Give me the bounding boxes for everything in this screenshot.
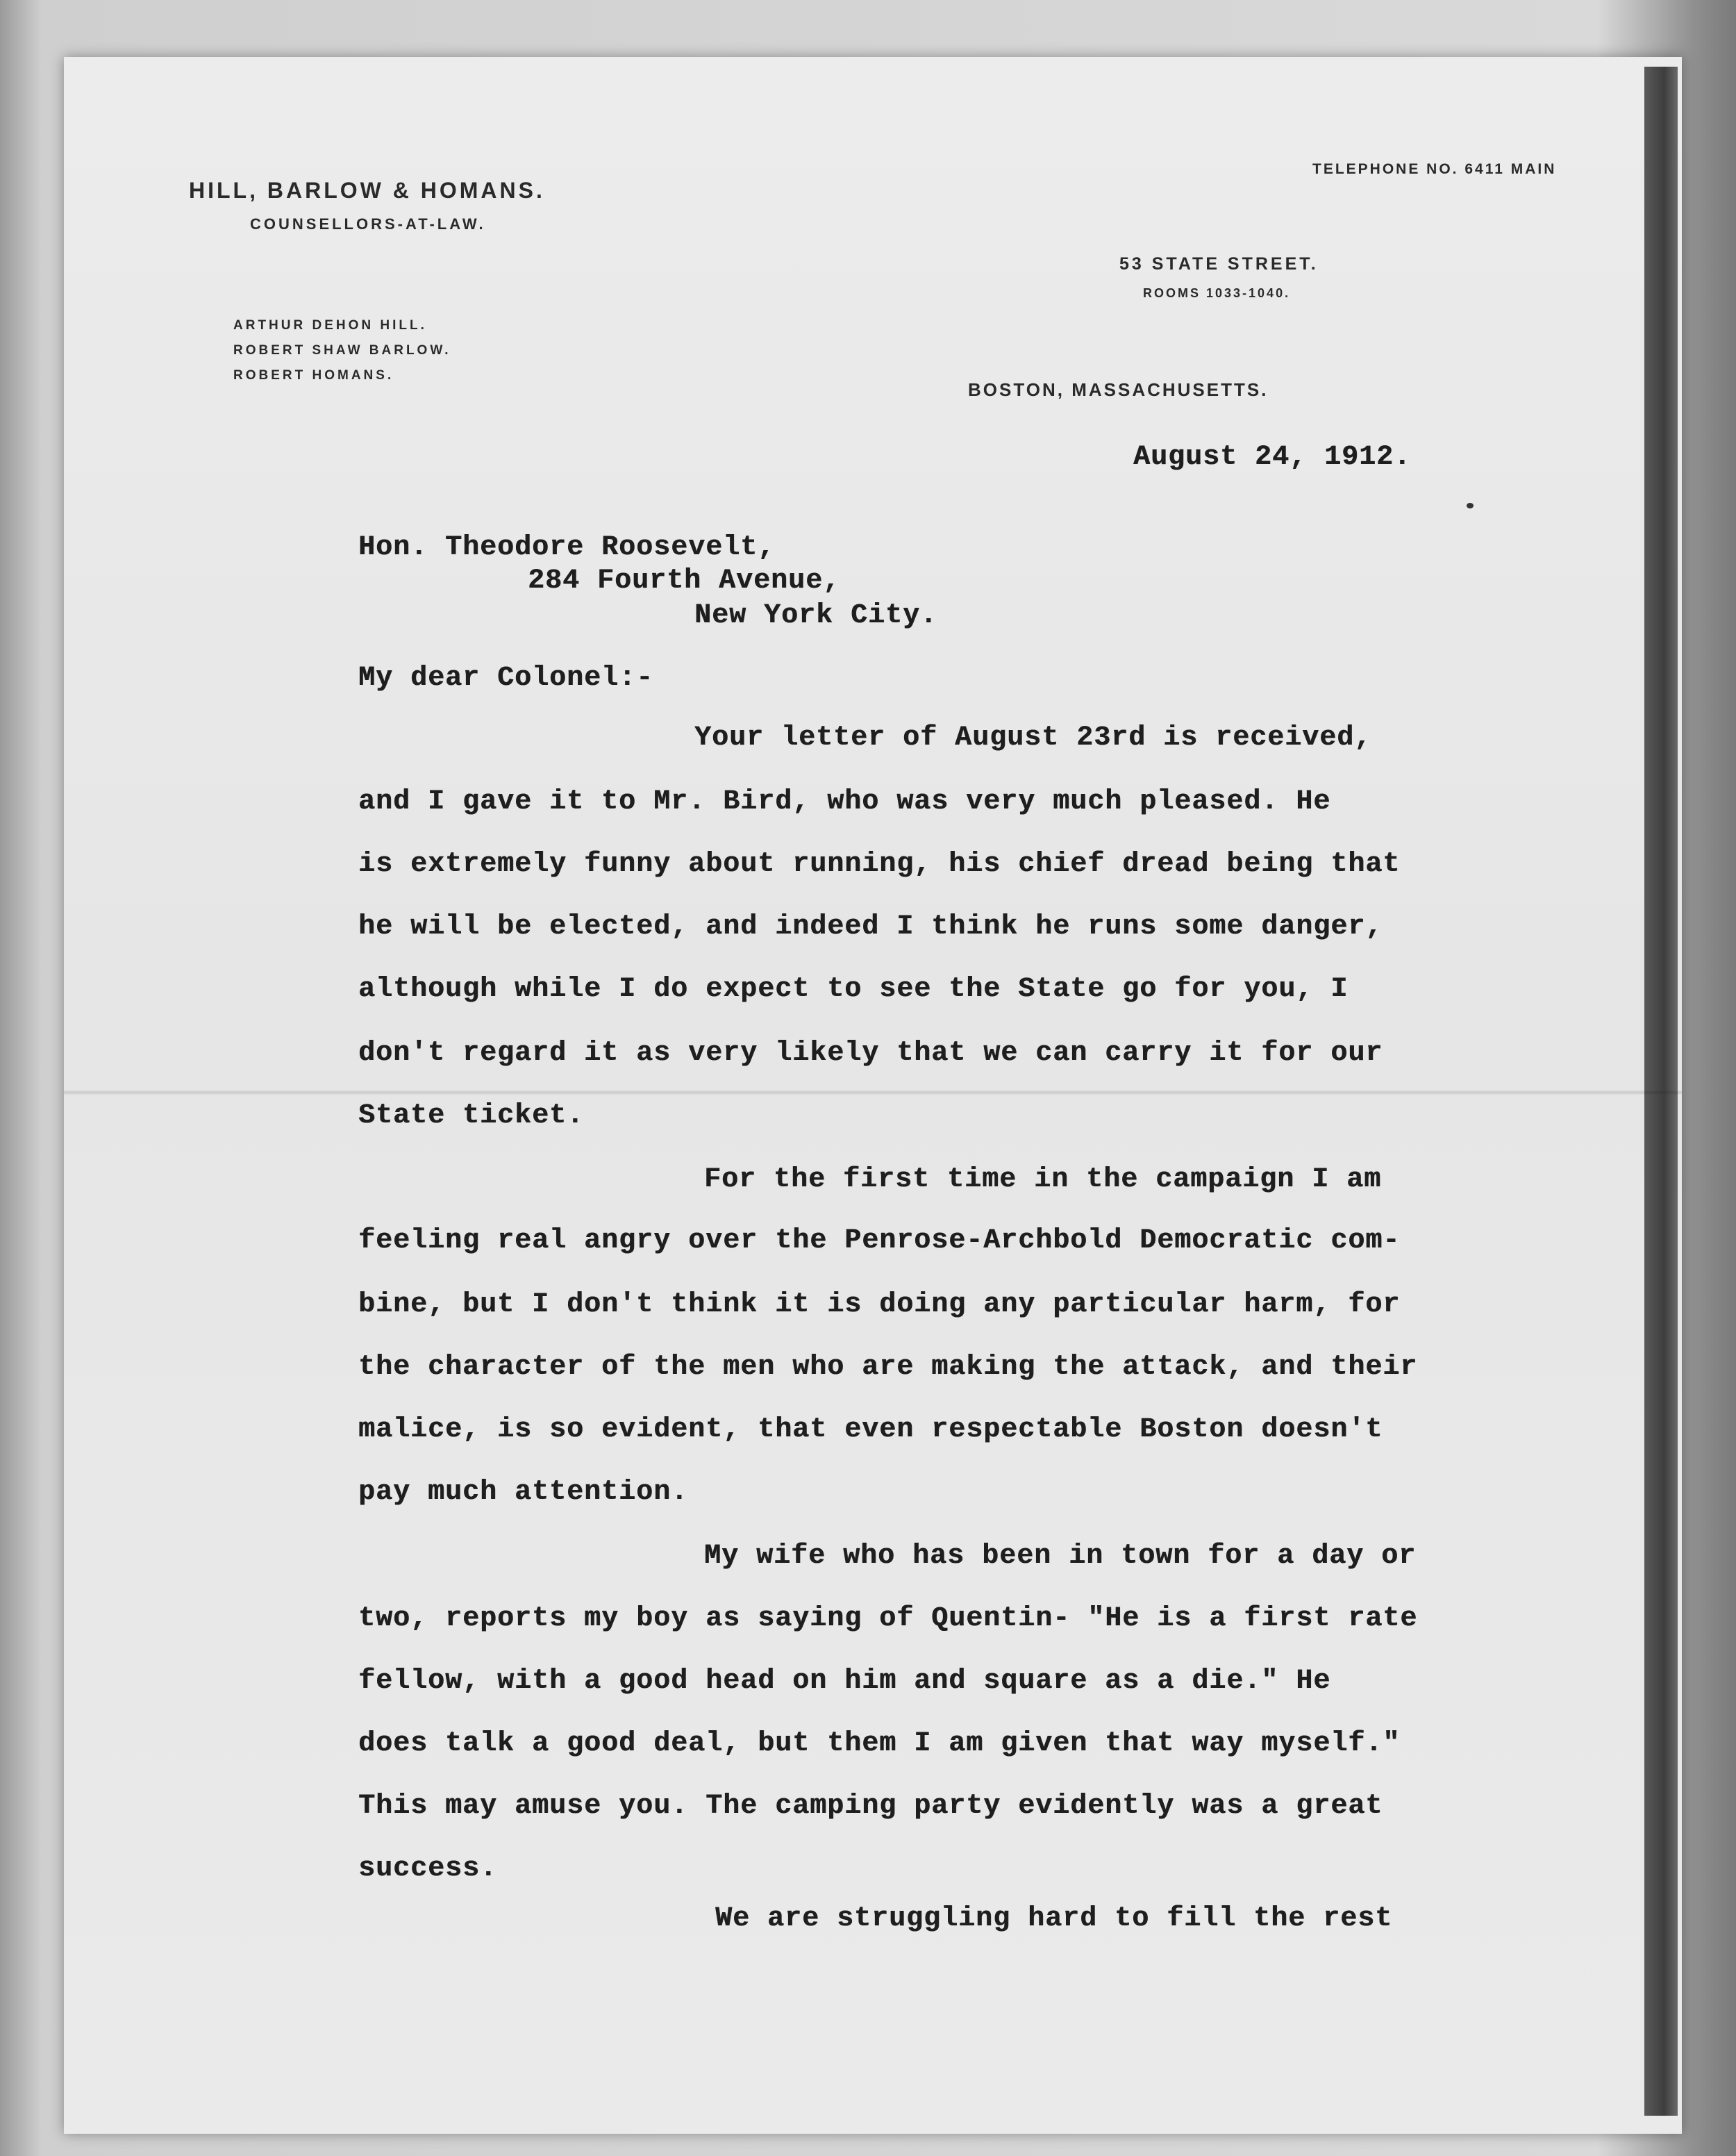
body-line: although while I do expect to see the State go for you, I bbox=[358, 974, 1349, 1005]
body-line: State ticket. bbox=[358, 1100, 585, 1131]
body-line: don't regard it as very likely that we can carry it for our bbox=[358, 1038, 1383, 1069]
ink-speck bbox=[1467, 503, 1474, 508]
body-line: For the first time in the campaign I am bbox=[704, 1164, 1382, 1195]
body-line: is extremely funny about running, his chief dread being that bbox=[358, 849, 1401, 880]
body-line: We are struggling hard to fill the rest bbox=[715, 1903, 1393, 1934]
body-line: success. bbox=[358, 1853, 498, 1884]
recipient-city: New York City. bbox=[694, 600, 938, 631]
body-line: feeling real angry over the Penrose-Archbold Democratic com- bbox=[358, 1225, 1401, 1257]
firm-city: BOSTON, MASSACHUSETTS. bbox=[968, 379, 1269, 400]
partner-name: ROBERT HOMANS. bbox=[233, 368, 394, 383]
firm-rooms: ROOMS 1033-1040. bbox=[1143, 286, 1291, 300]
firm-telephone: TELEPHONE NO. 6411 MAIN bbox=[1312, 161, 1557, 177]
body-line: does talk a good deal, but them I am given that way myself." bbox=[358, 1728, 1401, 1759]
body-line: My wife who has been in town for a day or bbox=[704, 1541, 1417, 1572]
body-line: Your letter of August 23rd is received, bbox=[694, 722, 1372, 754]
firm-street-address: 53 STATE STREET. bbox=[1119, 254, 1319, 274]
salutation: My dear Colonel:- bbox=[358, 663, 654, 694]
partner-name: ROBERT SHAW BARLOW. bbox=[233, 343, 451, 358]
firm-name: HILL, BARLOW & HOMANS. bbox=[189, 178, 545, 203]
body-line: he will be elected, and indeed I think he runs some danger, bbox=[358, 911, 1383, 943]
body-line: and I gave it to Mr. Bird, who was very much pleased. He bbox=[358, 786, 1331, 818]
paper-fold-crease bbox=[64, 1091, 1682, 1095]
firm-subtitle: COUNSELLORS-AT-LAW. bbox=[250, 215, 486, 233]
body-line: malice, is so evident, that even respectable Boston doesn't bbox=[358, 1414, 1383, 1445]
recipient-name: Hon. Theodore Roosevelt, bbox=[358, 532, 776, 563]
body-line: two, reports my boy as saying of Quentin- "He is a first rate bbox=[358, 1603, 1418, 1634]
body-line: bine, but I don't think it is doing any particular harm, for bbox=[358, 1289, 1401, 1320]
body-line: This may amuse you. The camping party evidently was a great bbox=[358, 1791, 1383, 1822]
partner-name: ARTHUR DEHON HILL. bbox=[233, 318, 427, 333]
body-line: fellow, with a good head on him and square as a die." He bbox=[358, 1666, 1331, 1697]
letter-date: August 24, 1912. bbox=[1133, 442, 1412, 473]
recipient-street: 284 Fourth Avenue, bbox=[528, 565, 841, 597]
body-line: pay much attention. bbox=[358, 1477, 689, 1508]
body-line: the character of the men who are making the attack, and their bbox=[358, 1352, 1418, 1383]
